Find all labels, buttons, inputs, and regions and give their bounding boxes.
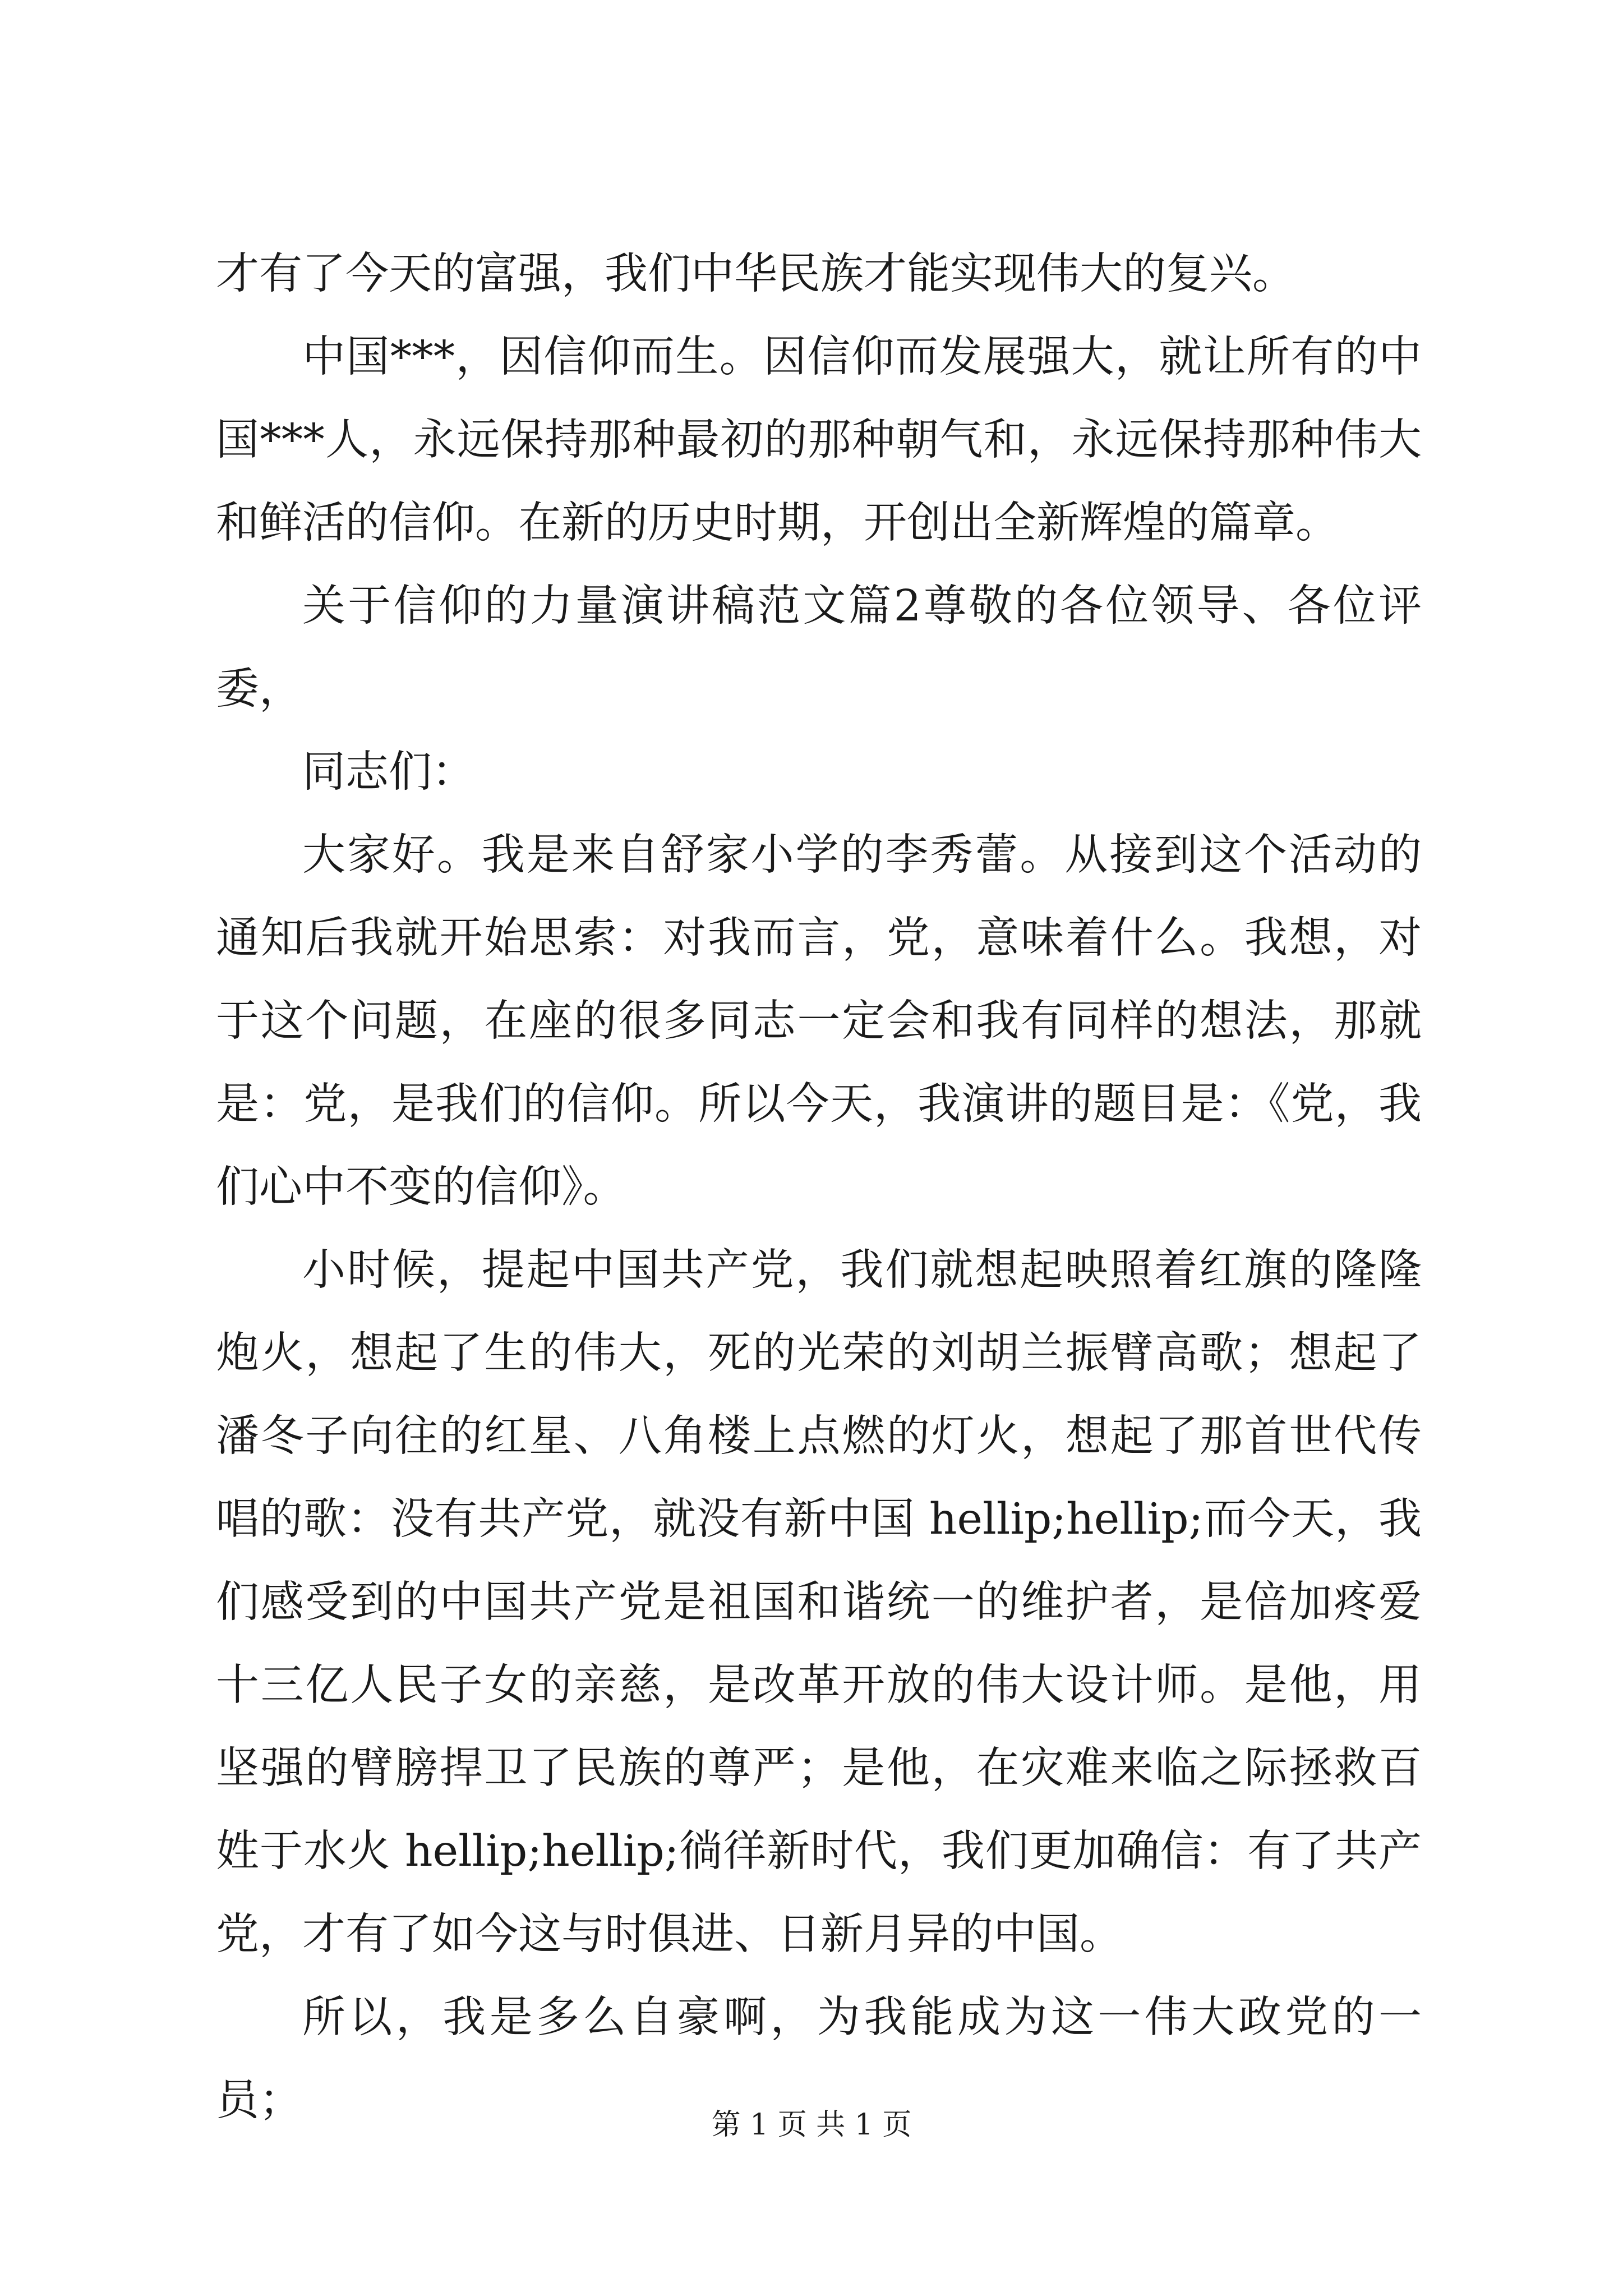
paragraph-6: 小时候，提起中国共产党，我们就想起映照着红旗的隆隆炮火，想起了生的伟大，死的光荣的刘胡兰振臂高歌；想起了潘冬子向往的红星、八角楼上点燃的灯火，想起了那首世代传唱的歌：没有共产党，就没有新中国 hellip;hellip;而今天，我们感受到的中国共产党是祖国和谐统一的维护者，是倍加疼爱十三亿人民子女的亲慈，是改革开放的伟大设计师。是他，用坚强的臂膀捍卫了民族的尊严；是他，在灾难来临之际拯救百姓于水火 hellip;hellip;徜徉新时代，我们更加确信：有了共产党，才有了如今这与时俱进、日新月异的中国。: [216, 1245, 1422, 1959]
document-body: [216, 233, 1422, 2142]
paragraph-4: 同志们：: [302, 747, 475, 797]
paragraph-1: 才有了今天的富强，我们中华民族才能实现伟大的复兴。: [216, 249, 1295, 299]
paragraph-7: 所以，我是多么自豪啊，为我能成为这一伟大政党的一员；: [216, 1993, 1422, 2125]
page-footer: 第 1 页 共 1 页: [711, 2108, 912, 2142]
paragraph-5: 大家好。我是来自舒家小学的李秀蕾。从接到这个活动的通知后我就开始思索：对我而言，党，意味着什么。我想，对于这个问题，在座的很多同志一定会和我有同样的想法，那就是：党，是我们的信仰。所以今天，我演讲的题目是：《党，我们心中不变的信仰》。: [216, 830, 1422, 1212]
paragraph-3: 关于信仰的力量演讲稿范文篇2尊敬的各位领导、各位评委，: [216, 581, 1422, 714]
paragraph-2: 中国***，因信仰而生。因信仰而发展强大，就让所有的中国***人，永远保持那种最初的那种朝气和，永远保持那种伟大和鲜活的信仰。在新的历史时期，开创出全新辉煌的篇章。: [216, 332, 1422, 548]
